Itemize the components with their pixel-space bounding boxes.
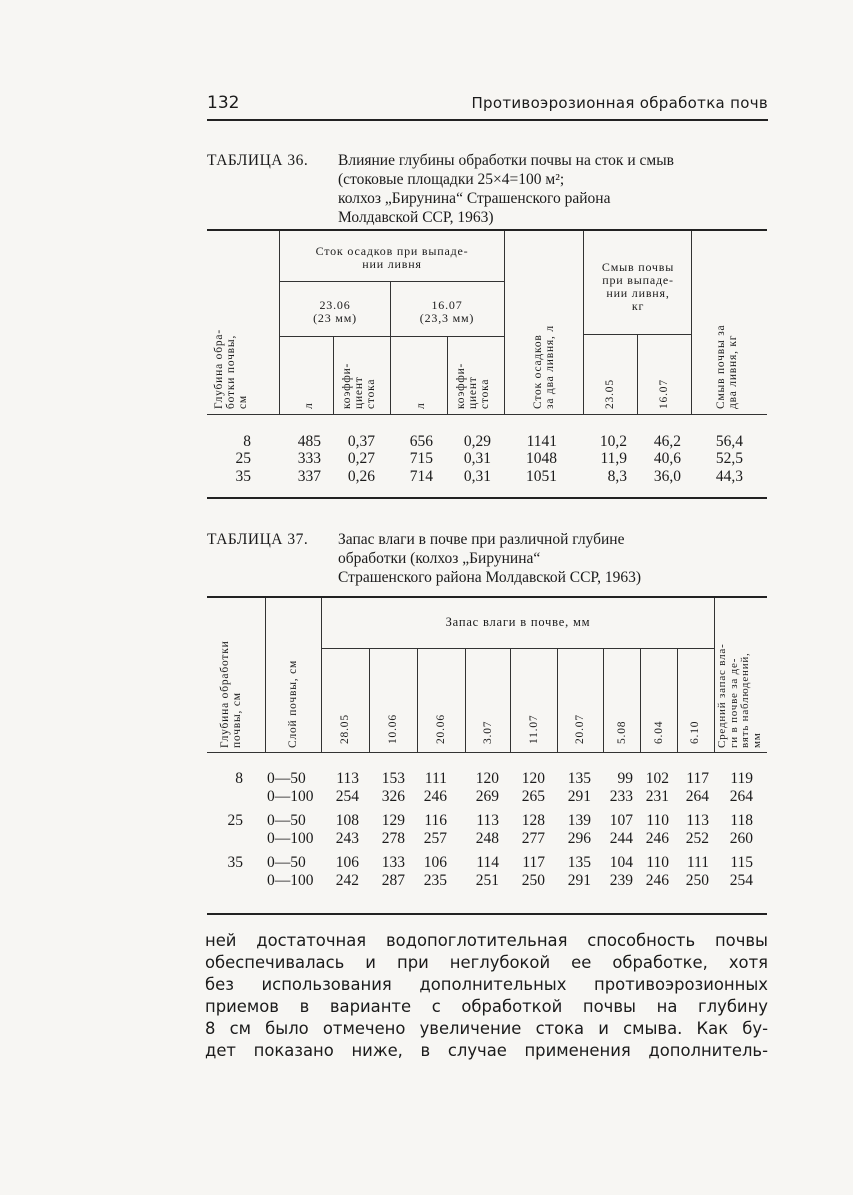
table-cell: 44,3 bbox=[715, 468, 743, 485]
paragraph-line: ней достаточная водопоглотительная способность почвы bbox=[205, 931, 768, 950]
table-cell: 0—100 bbox=[267, 830, 314, 847]
table-cell: 120 bbox=[521, 770, 545, 787]
table-cell: 119 bbox=[730, 770, 753, 787]
t37-head-depth: Глубина обработки почвы, см bbox=[219, 640, 243, 748]
table-cell: 108 bbox=[335, 812, 359, 829]
t37-head-date: 11.07 bbox=[528, 714, 540, 744]
table-rule bbox=[447, 336, 448, 414]
table-cell: 36,0 bbox=[653, 468, 681, 485]
table-cell: 106 bbox=[423, 854, 447, 871]
table-cell: 265 bbox=[521, 788, 545, 805]
table-cell: 254 bbox=[335, 788, 359, 805]
table-cell: 1051 bbox=[526, 468, 557, 485]
table-rule bbox=[510, 648, 511, 752]
table-cell: 485 bbox=[297, 433, 321, 450]
table-cell: 114 bbox=[476, 854, 499, 871]
table-cell: 129 bbox=[381, 812, 405, 829]
table-cell: 0,31 bbox=[463, 450, 491, 467]
table37-label: ТАБЛИЦА 37. bbox=[207, 531, 309, 548]
table-cell: 248 bbox=[475, 830, 499, 847]
table-rule bbox=[691, 231, 692, 414]
table-cell: 135 bbox=[567, 770, 591, 787]
table-cell: 56,4 bbox=[715, 433, 743, 450]
t37-head-layer: Слой почвы, см bbox=[287, 659, 299, 748]
table-cell: 0,26 bbox=[347, 468, 375, 485]
table-cell: 0—50 bbox=[267, 812, 306, 829]
table-cell: 291 bbox=[567, 788, 591, 805]
table-rule bbox=[465, 648, 466, 752]
table-cell: 291 bbox=[567, 872, 591, 889]
table-cell: 1048 bbox=[526, 450, 557, 467]
table-cell: 106 bbox=[335, 854, 359, 871]
table-cell: 11,9 bbox=[600, 450, 627, 467]
t37-head-date: 5.08 bbox=[616, 720, 628, 744]
table-cell: 251 bbox=[475, 872, 499, 889]
t37-head-date: 20.06 bbox=[435, 714, 447, 744]
t36-head-wash-d1: 23.05 bbox=[604, 379, 616, 409]
table-cell: 10,2 bbox=[599, 433, 627, 450]
table-cell: 35 bbox=[227, 854, 243, 871]
table-cell: 260 bbox=[729, 830, 753, 847]
body-paragraph bbox=[205, 930, 768, 1062]
table-cell: 278 bbox=[381, 830, 405, 847]
table-rule bbox=[557, 648, 558, 752]
table-rule bbox=[369, 648, 370, 752]
table36 bbox=[207, 229, 767, 499]
table-cell: 128 bbox=[521, 812, 545, 829]
t36-head-coef1: коэффи- циент стока bbox=[341, 362, 377, 409]
table-cell: 269 bbox=[475, 788, 499, 805]
table-cell: 113 bbox=[476, 812, 499, 829]
table-cell: 35 bbox=[235, 468, 251, 485]
table-cell: 246 bbox=[423, 788, 447, 805]
table-rule bbox=[279, 336, 504, 337]
table-cell: 25 bbox=[235, 450, 251, 467]
table-rule bbox=[640, 648, 641, 752]
table-cell: 1141 bbox=[526, 433, 557, 450]
table-cell: 0,31 bbox=[463, 468, 491, 485]
table-cell: 246 bbox=[645, 872, 669, 889]
t37-head-date: 28.05 bbox=[339, 714, 351, 744]
table-cell: 715 bbox=[409, 450, 433, 467]
table-cell: 250 bbox=[521, 872, 545, 889]
t37-head-moisture-group: Запас влаги в почве, мм bbox=[445, 615, 591, 629]
table36-caption-text: Влияние глубины обработки почвы на сток и смыв (стоковые площадки 25×4=100 м²; колхоз „Бирунина“ Страшенского района Молдавской ССР, 1963) bbox=[338, 152, 674, 226]
table-cell: 656 bbox=[409, 433, 433, 450]
table-rule bbox=[637, 334, 638, 414]
table37-caption bbox=[207, 530, 772, 590]
table-cell: 257 bbox=[423, 830, 447, 847]
t36-head-date2: 16.07 (23,3 мм) bbox=[419, 298, 475, 325]
table-cell: 0—50 bbox=[267, 854, 306, 871]
t36-head-wash-total: Смыв почвы за два ливня, кг bbox=[715, 324, 739, 409]
table-cell: 117 bbox=[686, 770, 709, 787]
table-cell: 110 bbox=[646, 812, 669, 829]
table-cell: 8,3 bbox=[607, 468, 627, 485]
table-cell: 133 bbox=[381, 854, 405, 871]
t37-head-date: 20.07 bbox=[574, 714, 586, 744]
paragraph-line: дет показано ниже, в случае применения дополнитель- bbox=[205, 1041, 768, 1060]
table-cell: 40,6 bbox=[653, 450, 681, 467]
table-cell: 243 bbox=[335, 830, 359, 847]
table-cell: 99 bbox=[617, 770, 633, 787]
table-cell: 113 bbox=[686, 812, 709, 829]
t36-head-runoff-group: Сток осадков при выпаде- нии ливня bbox=[315, 244, 469, 271]
table-cell: 111 bbox=[424, 770, 447, 787]
table-cell: 0,27 bbox=[347, 450, 375, 467]
t37-head-average: Средний запас вла- ги в почве за де- вять наблюдений, мм bbox=[716, 643, 763, 748]
table-cell: 118 bbox=[730, 812, 753, 829]
table-cell: 52,5 bbox=[715, 450, 743, 467]
table-cell: 111 bbox=[686, 854, 709, 871]
table-cell: 0—100 bbox=[267, 788, 314, 805]
table-cell: 110 bbox=[646, 854, 669, 871]
t36-head-coef2: коэффи- циент стока bbox=[455, 362, 491, 409]
t37-head-date: 10.06 bbox=[387, 714, 399, 744]
table-cell: 0—50 bbox=[267, 770, 306, 787]
page-number: 132 bbox=[207, 93, 240, 113]
table-cell: 46,2 bbox=[653, 433, 681, 450]
t36-head-runoff-two: Сток осадков за два ливня, л bbox=[532, 325, 556, 409]
table36-label: ТАБЛИЦА 36. bbox=[207, 152, 309, 169]
table-cell: 246 bbox=[645, 830, 669, 847]
table-cell: 8 bbox=[235, 770, 243, 787]
paragraph-line: обеспечивалась и при неглубокой ее обработке, хотя bbox=[205, 953, 768, 972]
table-cell: 8 bbox=[243, 433, 251, 450]
table-cell: 25 bbox=[227, 812, 243, 829]
table-cell: 326 bbox=[381, 788, 405, 805]
table-cell: 333 bbox=[297, 450, 321, 467]
table-cell: 117 bbox=[522, 854, 545, 871]
table-cell: 264 bbox=[685, 788, 709, 805]
table-cell: 231 bbox=[645, 788, 669, 805]
table-cell: 714 bbox=[409, 468, 433, 485]
table-cell: 287 bbox=[381, 872, 405, 889]
t36-head-l2: л bbox=[415, 402, 427, 409]
table-cell: 0,29 bbox=[463, 433, 491, 450]
table-cell: 252 bbox=[685, 830, 709, 847]
t37-head-date: 6.10 bbox=[689, 720, 701, 744]
table-rule bbox=[677, 648, 678, 752]
table-rule bbox=[714, 598, 715, 752]
table36-caption bbox=[207, 151, 772, 229]
table-cell: 116 bbox=[424, 812, 447, 829]
table-rule bbox=[333, 336, 334, 414]
table-cell: 0—100 bbox=[267, 872, 314, 889]
t36-head-l1: л bbox=[303, 402, 315, 409]
table-cell: 296 bbox=[567, 830, 591, 847]
table-rule bbox=[321, 648, 714, 649]
table-rule bbox=[603, 648, 604, 752]
table37 bbox=[207, 596, 767, 915]
t37-head-date: 3.07 bbox=[482, 720, 494, 744]
table-cell: 120 bbox=[475, 770, 499, 787]
paragraph-line: приемов в варианте с обработкой почвы на глубину bbox=[205, 997, 768, 1016]
table-rule bbox=[504, 231, 505, 414]
table-rule bbox=[583, 231, 584, 414]
t36-head-wash-group: Смыв почвы при выпаде- нии ливня, кг bbox=[601, 260, 675, 313]
table-cell: 244 bbox=[609, 830, 633, 847]
table-rule bbox=[321, 598, 322, 752]
table-cell: 242 bbox=[335, 872, 359, 889]
table-cell: 153 bbox=[381, 770, 405, 787]
t36-head-wash-d2: 16.07 bbox=[658, 379, 670, 409]
table-cell: 135 bbox=[567, 854, 591, 871]
t36-head-depth: Глубина обра- ботки почвы, см bbox=[213, 329, 249, 409]
table-rule bbox=[390, 281, 391, 414]
table-cell: 254 bbox=[729, 872, 753, 889]
table37-caption-text: Запас влаги в почве при различной глубине обработки (колхоз „Бирунина“ Страшенского района Молдавской ССР, 1963) bbox=[338, 531, 642, 586]
table-cell: 239 bbox=[609, 872, 633, 889]
table-cell: 104 bbox=[609, 854, 633, 871]
table-rule bbox=[207, 752, 767, 753]
table-rule bbox=[417, 648, 418, 752]
table-cell: 277 bbox=[521, 830, 545, 847]
table-cell: 107 bbox=[609, 812, 633, 829]
table-rule bbox=[279, 281, 504, 282]
table-cell: 250 bbox=[685, 872, 709, 889]
t37-head-date: 6.04 bbox=[653, 720, 665, 744]
table-rule bbox=[279, 231, 280, 414]
table-cell: 233 bbox=[609, 788, 633, 805]
table-cell: 264 bbox=[729, 788, 753, 805]
table-cell: 115 bbox=[730, 854, 753, 871]
page-header bbox=[207, 91, 768, 121]
table-cell: 235 bbox=[423, 872, 447, 889]
table-rule bbox=[265, 598, 266, 752]
paragraph-line: без использования дополнительных противоэрозионных bbox=[205, 975, 768, 994]
table-cell: 0,37 bbox=[347, 433, 375, 450]
table-cell: 102 bbox=[645, 770, 669, 787]
table-cell: 113 bbox=[336, 770, 359, 787]
table-rule bbox=[207, 414, 767, 415]
t36-head-date1: 23.06 (23 мм) bbox=[313, 298, 357, 325]
paragraph-line: 8 см было отмечено увеличение стока и смыва. Как бу- bbox=[205, 1019, 768, 1038]
table-cell: 337 bbox=[297, 468, 321, 485]
running-title: Противоэрозионная обработка почв bbox=[471, 94, 768, 112]
table-cell: 139 bbox=[567, 812, 591, 829]
